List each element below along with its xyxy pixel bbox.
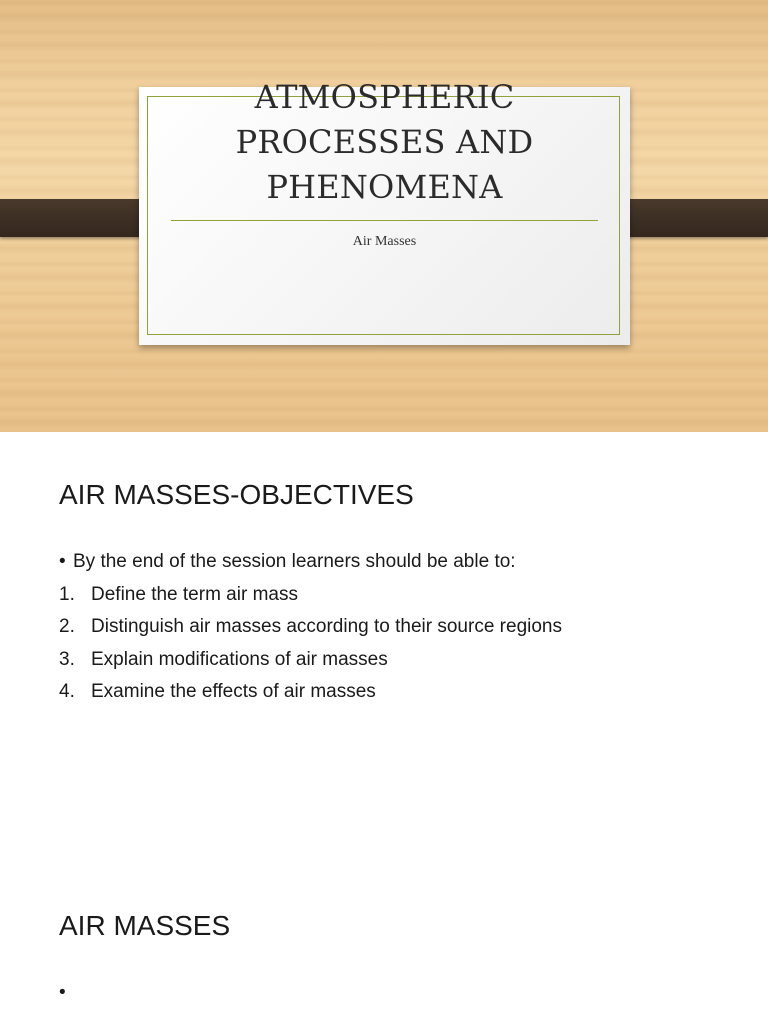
slide-title — [139, 75, 630, 210]
list-item-text: By the end of the session learners should be able to: — [73, 551, 516, 572]
list-item — [59, 680, 562, 713]
list-item-number: 3. — [59, 648, 75, 670]
list-item — [59, 550, 562, 583]
left-strap — [0, 199, 156, 237]
bullet-marker: • — [59, 551, 66, 572]
list-item-text: Examine the effects of air masses — [91, 681, 376, 702]
list-item — [59, 615, 562, 648]
list-item-number: 2. — [59, 616, 75, 637]
title-line: PROCESSES AND — [235, 123, 534, 161]
list-item-text: Explain modifications of air masses — [91, 648, 388, 670]
title-divider — [171, 220, 598, 221]
title-line: ATMOSPHERIC — [254, 78, 515, 116]
objectives-slide — [0, 432, 768, 1024]
list-item-text: Define the term air mass — [91, 583, 298, 605]
list-item-text: Distinguish air masses according to their source regions — [91, 616, 562, 637]
title-slide — [0, 0, 768, 432]
list-item-number: 1. — [59, 583, 75, 605]
slide-subtitle: Air Masses — [352, 234, 417, 249]
objectives-heading: AIR MASSES-OBJECTIVES — [59, 479, 414, 510]
list-item — [59, 583, 562, 616]
right-strap — [613, 199, 768, 237]
air-masses-heading: AIR MASSES — [59, 910, 231, 941]
bullet-marker: • — [59, 982, 66, 1003]
list-item-number: 4. — [59, 681, 75, 702]
title-card — [139, 78, 630, 345]
list-item — [59, 648, 562, 681]
title-line: PHENOMENA — [266, 168, 503, 206]
objectives-list — [59, 550, 562, 713]
